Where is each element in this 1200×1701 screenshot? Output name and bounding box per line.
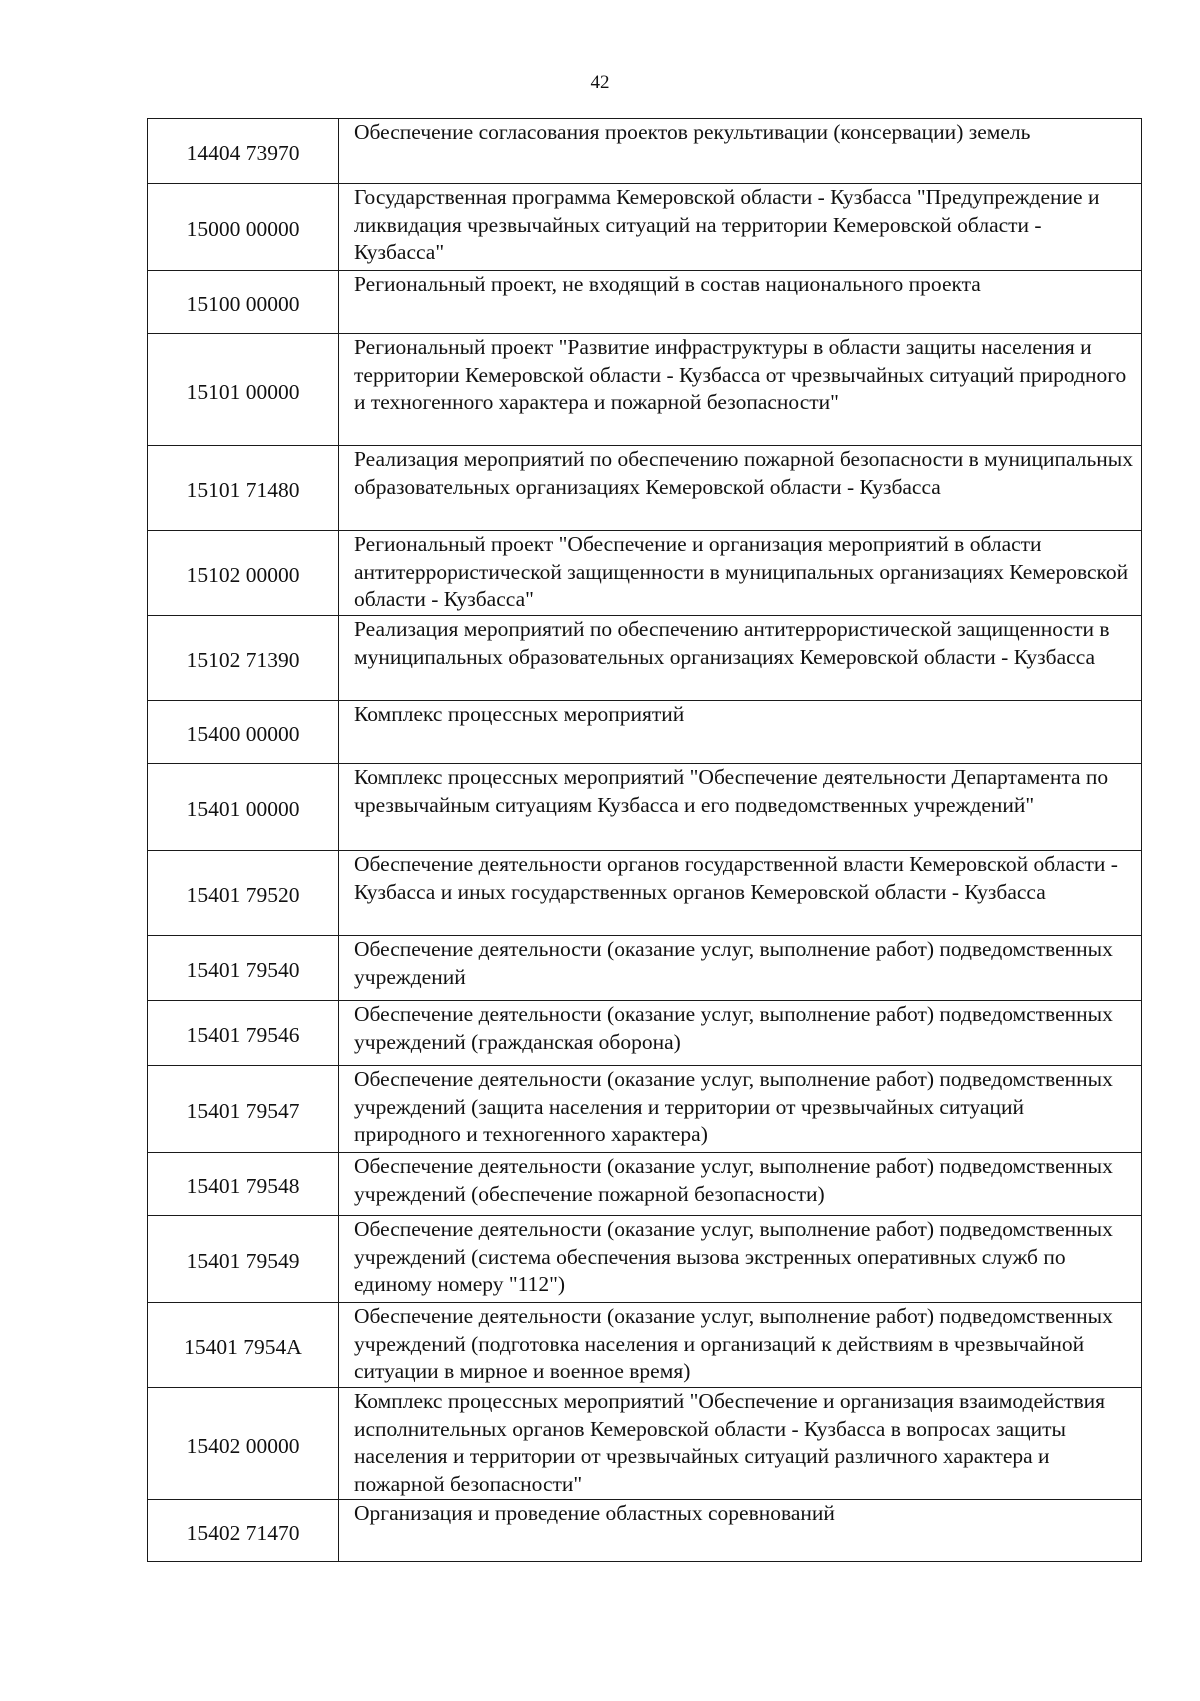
row-description: Реализация мероприятий по обеспечению антитеррористической защищенности в муниципальных образовательных организациях Кемеровской области - Кузбасса bbox=[339, 616, 1142, 701]
table-row bbox=[148, 446, 1142, 531]
row-description: Обеспечение согласования проектов рекультивации (консервации) земель bbox=[339, 119, 1142, 184]
table-row bbox=[148, 119, 1142, 184]
table-row bbox=[148, 1066, 1142, 1153]
row-description: Обеспечение деятельности (оказание услуг, выполнение работ) подведомственных учреждений (система обеспечения вызова экстренных оперативных служб по единому номеру "112") bbox=[339, 1216, 1142, 1303]
row-description: Обеспечение деятельности органов государственной власти Кемеровской области - Кузбасса и иных государственных органов Кемеровской области - Кузбасса bbox=[339, 851, 1142, 936]
row-description: Обеспечение деятельности (оказание услуг, выполнение работ) подведомственных учреждений (обеспечение пожарной безопасности) bbox=[339, 1153, 1142, 1216]
table-row bbox=[148, 1388, 1142, 1500]
row-code: 15102 71390 bbox=[148, 616, 339, 701]
table-row bbox=[148, 1153, 1142, 1216]
row-code: 15401 79520 bbox=[148, 851, 339, 936]
table-row bbox=[148, 701, 1142, 764]
table-row bbox=[148, 936, 1142, 1001]
row-code: 15102 00000 bbox=[148, 531, 339, 616]
row-code: 15401 79548 bbox=[148, 1153, 339, 1216]
row-description: Региональный проект "Развитие инфраструктуры в области защиты населения и территории Кемеровской области - Кузбасса от чрезвычайных ситуаций природного и техногенного характера и пожарной безопасности" bbox=[339, 334, 1142, 446]
row-code: 15402 71470 bbox=[148, 1500, 339, 1562]
row-description: Реализация мероприятий по обеспечению пожарной безопасности в муниципальных образовательных организациях Кемеровской области - Кузбасса bbox=[339, 446, 1142, 531]
table-row bbox=[148, 271, 1142, 334]
table-row bbox=[148, 851, 1142, 936]
row-code: 15400 00000 bbox=[148, 701, 339, 764]
row-description: Обеспечение деятельности (оказание услуг, выполнение работ) подведомственных учреждений bbox=[339, 936, 1142, 1001]
table-row bbox=[148, 1303, 1142, 1388]
table-row bbox=[148, 1500, 1142, 1562]
row-code: 15401 00000 bbox=[148, 764, 339, 851]
row-code: 15100 00000 bbox=[148, 271, 339, 334]
classification-table bbox=[147, 118, 1142, 1562]
row-code: 15401 79547 bbox=[148, 1066, 339, 1153]
row-code: 15402 00000 bbox=[148, 1388, 339, 1500]
row-description: Комплекс процессных мероприятий "Обеспечение и организация взаимодействия исполнительных органов Кемеровской области - Кузбасса в вопросах защиты населения и территории от чрезвычайных ситуаций различного характера и пожарной безопасности" bbox=[339, 1388, 1142, 1500]
row-description: Обеспечение деятельности (оказание услуг, выполнение работ) подведомственных учреждений (защита населения и территории от чрезвычайных ситуаций природного и техногенного характера) bbox=[339, 1066, 1142, 1153]
row-description: Государственная программа Кемеровской области - Кузбасса "Предупреждение и ликвидация чрезвычайных ситуаций на территории Кемеровской области - Кузбасса" bbox=[339, 184, 1142, 271]
row-code: 15101 00000 bbox=[148, 334, 339, 446]
row-code: 15401 79540 bbox=[148, 936, 339, 1001]
page-number: 42 bbox=[590, 72, 610, 93]
table-row bbox=[148, 616, 1142, 701]
table-row bbox=[148, 184, 1142, 271]
row-code: 15401 7954А bbox=[148, 1303, 339, 1388]
row-description: Региональный проект "Обеспечение и организация мероприятий в области антитеррористической защищенности в муниципальных организациях Кемеровской области - Кузбасса" bbox=[339, 531, 1142, 616]
row-code: 15101 71480 bbox=[148, 446, 339, 531]
table-row bbox=[148, 764, 1142, 851]
row-description: Региональный проект, не входящий в состав национального проекта bbox=[339, 271, 1142, 334]
row-code: 14404 73970 bbox=[148, 119, 339, 184]
table-row bbox=[148, 334, 1142, 446]
table-row bbox=[148, 531, 1142, 616]
row-code: 15000 00000 bbox=[148, 184, 339, 271]
row-description: Обеспечение деятельности (оказание услуг, выполнение работ) подведомственных учреждений (гражданская оборона) bbox=[339, 1001, 1142, 1066]
row-description: Комплекс процессных мероприятий "Обеспечение деятельности Департамента по чрезвычайным ситуациям Кузбасса и его подведомственных учреждений" bbox=[339, 764, 1142, 851]
table-row bbox=[148, 1001, 1142, 1066]
row-description: Обеспечение деятельности (оказание услуг, выполнение работ) подведомственных учреждений (подготовка населения и организаций к действиям в чрезвычайной ситуации в мирное и военное время) bbox=[339, 1303, 1142, 1388]
row-description: Комплекс процессных мероприятий bbox=[339, 701, 1142, 764]
row-code: 15401 79546 bbox=[148, 1001, 339, 1066]
table-row bbox=[148, 1216, 1142, 1303]
row-code: 15401 79549 bbox=[148, 1216, 339, 1303]
row-description: Организация и проведение областных соревнований bbox=[339, 1500, 1142, 1562]
